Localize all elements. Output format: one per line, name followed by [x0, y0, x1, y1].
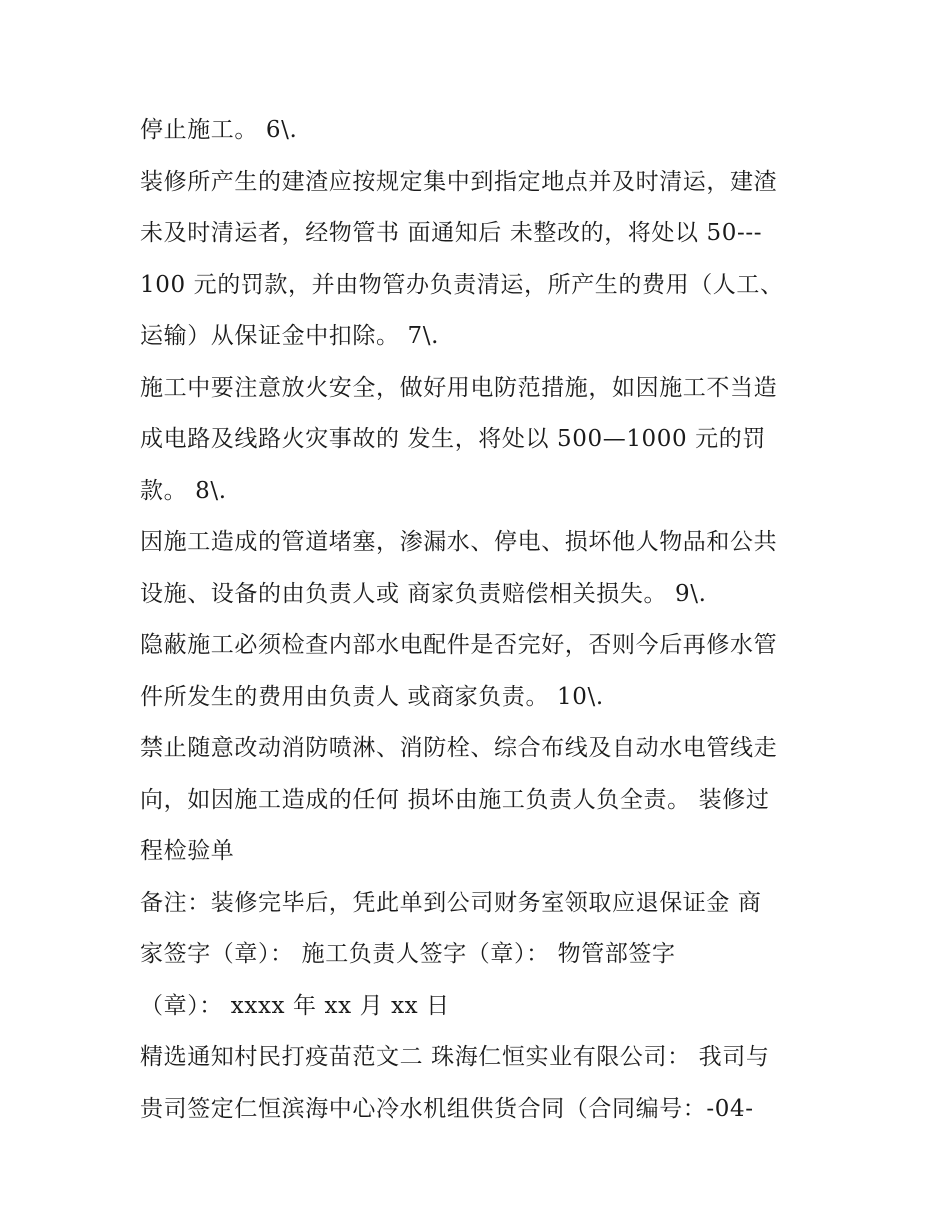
text-line: 件所发生的费用由负责人 或商家负责。 10\.	[140, 683, 604, 710]
text-line: 运输）从保证金中扣除。 7\.	[140, 323, 440, 349]
text-line: 精选通知村民打疫苗范文二 珠海仁恒实业有限公司： 我司与	[140, 1044, 770, 1070]
text-line: 禁止随意改动消防喷淋、消防栓、综合布线及自动水电管线走	[140, 735, 778, 761]
document-body	[140, 105, 820, 1135]
text-line: 备注：装修完毕后，凭此单到公司财务室领取应退保证金 商	[140, 889, 762, 916]
text-line: 因施工造成的管道堵塞，渗漏水、停电、损坏他人物品和公共	[140, 529, 778, 555]
text-line: 款。 8\.	[140, 477, 227, 504]
text-line: 施工中要注意放火安全，做好用电防范措施，如因施工不当造	[140, 374, 778, 401]
text-line: 停止施工。 6\.	[140, 117, 298, 143]
text-line: 隐蔽施工必须检查内部水电配件是否完好，否则今后再修水管	[140, 632, 778, 658]
text-line: 成电路及线路火灾事故的 发生，将处以 500—1000 元的罚	[140, 426, 766, 452]
text-line: 100 元的罚款，并由物管办负责清运，所产生的费用（人工、	[140, 271, 784, 298]
text-line: 向，如因施工造成的任何 损坏由施工负责人负全责。 装修过	[140, 786, 770, 813]
text-line: 装修所产生的建渣应按规定集中到指定地点并及时清运，建渣	[140, 168, 778, 195]
text-line: 家签字（章）： 施工负责人签字（章）： 物管部签字	[140, 941, 676, 967]
text-line: 贵司签定仁恒滨海中心冷水机组供货合同（合同编号：-04-	[140, 1095, 754, 1122]
text-line: 未及时清运者，经物管书 面通知后 未整改的，将处以 50---	[140, 220, 763, 246]
text-line: （章）： xxxx 年 xx 月 xx 日	[140, 992, 450, 1019]
text-line: 设施、设备的由负责人或 商家负责赔偿相关损失。 9\.	[140, 580, 707, 607]
text-line: 程检验单	[140, 838, 235, 864]
